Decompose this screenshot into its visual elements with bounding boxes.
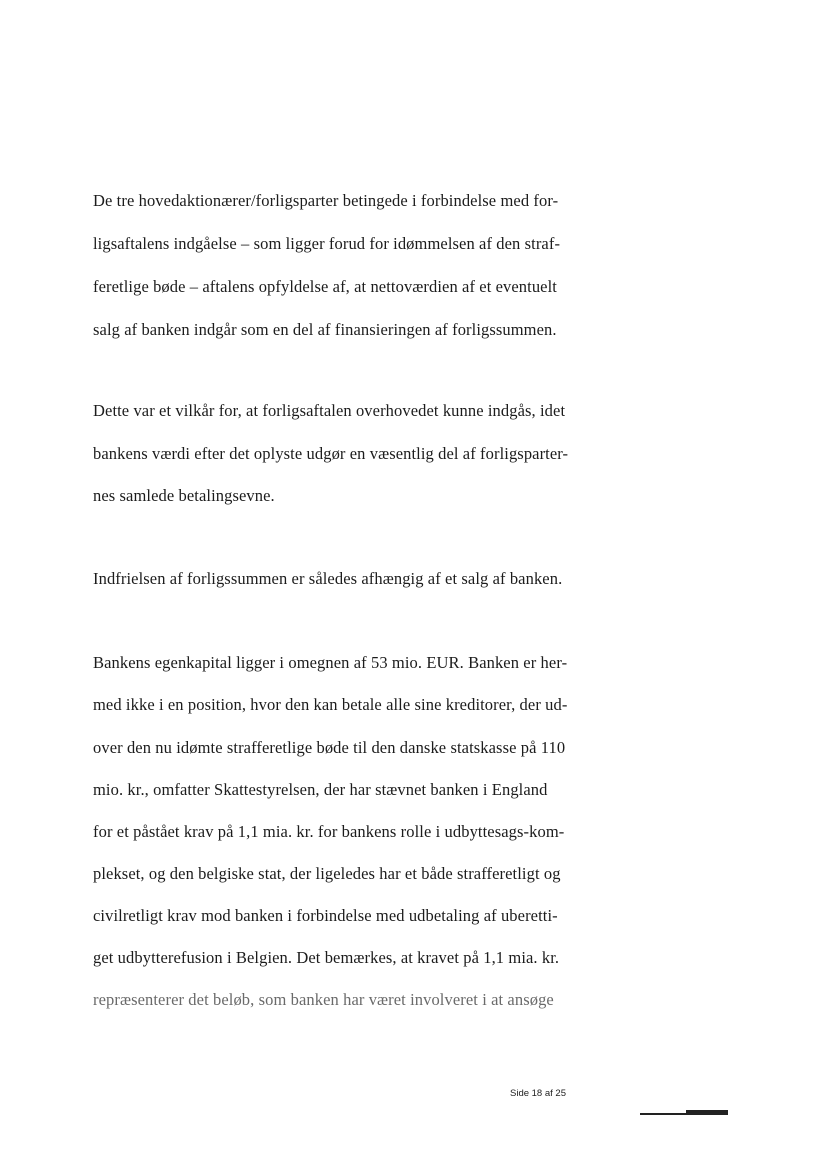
paragraph-3-line-1: Indfrielsen af forligssummen er således afhængig af et salg af banken. — [93, 569, 563, 588]
paragraph-1-line-2: ligsaftalens indgåelse – som ligger forud for idømmelsen af den straf- — [93, 234, 561, 253]
paragraph-2-line-2: bankens værdi efter det oplyste udgør en væsentlig del af forligsparter- — [93, 444, 569, 463]
page-number: Side 18 af 25 — [510, 1088, 566, 1099]
paragraph-4-line-9: repræsenterer det beløb, som banken har været involveret i at ansøge — [93, 990, 554, 1009]
paragraph-4-line-7: civilretligt krav mod banken i forbindelse med udbetaling af uberetti- — [93, 906, 558, 925]
scan-mark-block — [686, 1110, 728, 1115]
paragraph-4-line-1: Bankens egenkapital ligger i omegnen af 53 mio. EUR. Banken er her- — [93, 653, 568, 672]
paragraph-4-line-2: med ikke i en position, hvor den kan betale alle sine kreditorer, der ud- — [93, 695, 568, 714]
paragraph-4-line-6: plekset, og den belgiske stat, der ligeledes har et både strafferetligt og — [93, 864, 561, 883]
paragraph-4-line-8: get udbytterefusion i Belgien. Det bemærkes, at kravet på 1,1 mia. kr. — [93, 948, 560, 967]
paragraph-1-line-1: De tre hovedaktionærer/forligsparter betingede i forbindelse med for- — [93, 191, 559, 210]
paragraph-4-line-4: mio. kr., omfatter Skattestyrelsen, der har stævnet banken i England — [93, 780, 548, 799]
paragraph-2-line-3: nes samlede betalingsevne. — [93, 486, 275, 505]
paragraph-4-line-5: for et påstået krav på 1,1 mia. kr. for bankens rolle i udbyttesags-kom- — [93, 822, 565, 841]
paragraph-4-line-3: over den nu idømte strafferetlige bøde til den danske statskasse på 110 — [93, 738, 566, 757]
paragraph-2-line-1: Dette var et vilkår for, at forligsaftalen overhovedet kunne indgås, idet — [93, 401, 566, 420]
paragraph-1-line-4: salg af banken indgår som en del af finansieringen af forligssummen. — [93, 320, 557, 339]
paragraph-1-line-3: feretlige bøde – aftalens opfyldelse af, at nettoværdien af et eventuelt — [93, 277, 557, 296]
